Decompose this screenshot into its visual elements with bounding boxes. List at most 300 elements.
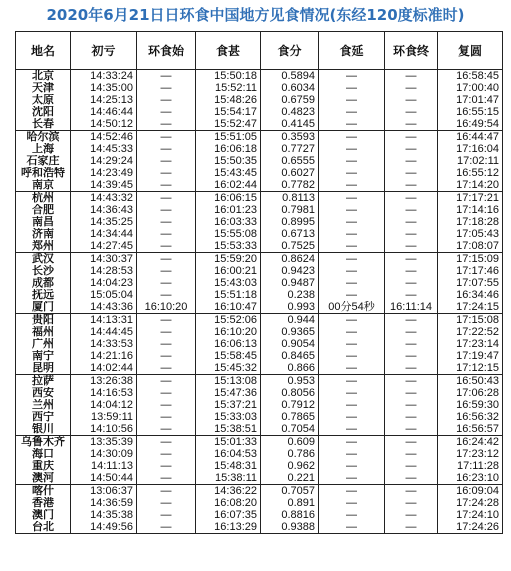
- cell-annular-start: —: [137, 228, 196, 240]
- cell-duration: —: [319, 289, 385, 301]
- cell-annular-start: —: [137, 411, 196, 423]
- cell-magnitude: 0.4145: [261, 118, 319, 131]
- cell-magnitude: 0.8056: [261, 387, 319, 399]
- cell-duration: 00分54秒: [319, 301, 385, 314]
- cell-maximum: 15:13:08: [196, 375, 261, 388]
- cell-location: 天津: [16, 82, 71, 94]
- cell-duration: —: [319, 326, 385, 338]
- cell-duration: —: [319, 423, 385, 436]
- cell-annular-start: 16:10:20: [137, 301, 196, 314]
- cell-maximum: 16:07:35: [196, 509, 261, 521]
- cell-last-contact: 17:06:28: [438, 387, 503, 399]
- cell-annular-end: —: [385, 509, 438, 521]
- cell-maximum: 16:06:13: [196, 338, 261, 350]
- cell-location: 济南: [16, 228, 71, 240]
- cell-annular-start: —: [137, 179, 196, 192]
- cell-first-contact: 14:33:53: [71, 338, 137, 350]
- cell-duration: —: [319, 277, 385, 289]
- cell-annular-start: —: [137, 436, 196, 449]
- cell-magnitude: 0.7782: [261, 179, 319, 192]
- cell-magnitude: 0.7525: [261, 240, 319, 253]
- cell-magnitude: 0.9054: [261, 338, 319, 350]
- cell-annular-start: —: [137, 289, 196, 301]
- cell-annular-end: —: [385, 118, 438, 131]
- cell-duration: —: [319, 314, 385, 327]
- table-row: [16, 350, 503, 362]
- cell-location: 合肥: [16, 204, 71, 216]
- table-row: [16, 167, 503, 179]
- cell-magnitude: 0.8624: [261, 253, 319, 266]
- cell-maximum: 15:53:33: [196, 240, 261, 253]
- cell-last-contact: 17:12:15: [438, 362, 503, 375]
- cell-annular-end: —: [385, 326, 438, 338]
- cell-maximum: 15:47:36: [196, 387, 261, 399]
- cell-magnitude: 0.9388: [261, 521, 319, 534]
- cell-annular-end: —: [385, 423, 438, 436]
- cell-annular-end: —: [385, 228, 438, 240]
- cell-annular-start: —: [137, 70, 196, 83]
- cell-magnitude: 0.6555: [261, 155, 319, 167]
- header-magnitude: 食分: [261, 32, 319, 70]
- cell-maximum: 16:06:15: [196, 192, 261, 205]
- cell-annular-start: —: [137, 155, 196, 167]
- cell-magnitude: 0.8113: [261, 192, 319, 205]
- cell-magnitude: 0.6759: [261, 94, 319, 106]
- table-row: [16, 179, 503, 192]
- cell-last-contact: 17:14:16: [438, 204, 503, 216]
- cell-annular-start: —: [137, 240, 196, 253]
- cell-maximum: 15:50:18: [196, 70, 261, 83]
- cell-magnitude: 0.9365: [261, 326, 319, 338]
- cell-maximum: 15:54:17: [196, 106, 261, 118]
- cell-last-contact: 17:24:15: [438, 301, 503, 314]
- cell-duration: —: [319, 375, 385, 388]
- cell-location: 呼和浩特: [16, 167, 71, 179]
- cell-maximum: 16:04:53: [196, 448, 261, 460]
- cell-first-contact: 14:52:46: [71, 131, 137, 144]
- cell-annular-end: —: [385, 106, 438, 118]
- cell-duration: —: [319, 362, 385, 375]
- cell-duration: —: [319, 350, 385, 362]
- cell-location: 拉萨: [16, 375, 71, 388]
- table-row: [16, 94, 503, 106]
- table-row: [16, 253, 503, 266]
- cell-annular-end: —: [385, 472, 438, 485]
- cell-magnitude: 0.786: [261, 448, 319, 460]
- cell-location: 贵阳: [16, 314, 71, 327]
- cell-maximum: 15:38:51: [196, 423, 261, 436]
- cell-annular-end: —: [385, 497, 438, 509]
- table-row: [16, 362, 503, 375]
- cell-maximum: 15:33:03: [196, 411, 261, 423]
- table-row: [16, 118, 503, 131]
- cell-first-contact: 14:49:56: [71, 521, 137, 534]
- cell-annular-end: —: [385, 399, 438, 411]
- cell-last-contact: 16:34:46: [438, 289, 503, 301]
- table-row: [16, 70, 503, 83]
- cell-last-contact: 17:01:47: [438, 94, 503, 106]
- cell-magnitude: 0.8995: [261, 216, 319, 228]
- cell-duration: —: [319, 106, 385, 118]
- cell-annular-start: —: [137, 485, 196, 498]
- cell-maximum: 16:03:33: [196, 216, 261, 228]
- cell-annular-end: —: [385, 375, 438, 388]
- page-title: 2020年6月21日日环食中国地方见食情况(东经120度标准时): [46, 6, 465, 24]
- cell-duration: —: [319, 411, 385, 423]
- cell-location: 福州: [16, 326, 71, 338]
- cell-location: 杭州: [16, 192, 71, 205]
- table-row: [16, 472, 503, 485]
- cell-annular-start: —: [137, 106, 196, 118]
- cell-last-contact: 17:22:52: [438, 326, 503, 338]
- header-annular-end: 环食终: [385, 32, 438, 70]
- cell-duration: —: [319, 131, 385, 144]
- cell-maximum: 16:00:21: [196, 265, 261, 277]
- cell-annular-start: —: [137, 253, 196, 266]
- table-body: [16, 70, 503, 534]
- cell-location: 澳河: [16, 472, 71, 485]
- cell-last-contact: 17:00:40: [438, 82, 503, 94]
- table-row: [16, 192, 503, 205]
- cell-last-contact: 17:18:28: [438, 216, 503, 228]
- cell-maximum: 15:51:05: [196, 131, 261, 144]
- cell-first-contact: 13:35:39: [71, 436, 137, 449]
- cell-maximum: 15:52:06: [196, 314, 261, 327]
- cell-maximum: 15:45:32: [196, 362, 261, 375]
- cell-first-contact: 14:23:49: [71, 167, 137, 179]
- cell-location: 沈阳: [16, 106, 71, 118]
- cell-last-contact: 16:50:43: [438, 375, 503, 388]
- table-row: [16, 521, 503, 534]
- cell-duration: —: [319, 485, 385, 498]
- cell-magnitude: 0.7057: [261, 485, 319, 498]
- table-row: [16, 436, 503, 449]
- cell-location: 哈尔滨: [16, 131, 71, 144]
- table-row: [16, 375, 503, 388]
- header-row: [16, 32, 503, 70]
- cell-first-contact: 14:21:16: [71, 350, 137, 362]
- cell-last-contact: 16:49:54: [438, 118, 503, 131]
- cell-location: 南昌: [16, 216, 71, 228]
- cell-first-contact: 14:10:56: [71, 423, 137, 436]
- cell-last-contact: 17:17:21: [438, 192, 503, 205]
- table-row: [16, 216, 503, 228]
- cell-duration: —: [319, 155, 385, 167]
- cell-last-contact: 17:15:09: [438, 253, 503, 266]
- cell-duration: —: [319, 253, 385, 266]
- cell-annular-start: —: [137, 338, 196, 350]
- cell-maximum: 15:55:08: [196, 228, 261, 240]
- cell-duration: —: [319, 460, 385, 472]
- cell-location: 北京: [16, 70, 71, 83]
- cell-location: 喀什: [16, 485, 71, 498]
- cell-maximum: 15:52:11: [196, 82, 261, 94]
- cell-maximum: 15:50:35: [196, 155, 261, 167]
- cell-last-contact: 17:05:43: [438, 228, 503, 240]
- cell-duration: —: [319, 192, 385, 205]
- cell-annular-end: —: [385, 204, 438, 216]
- cell-annular-end: —: [385, 70, 438, 83]
- table-row: [16, 460, 503, 472]
- cell-magnitude: 0.7865: [261, 411, 319, 423]
- cell-first-contact: 14:36:59: [71, 497, 137, 509]
- cell-last-contact: 17:24:28: [438, 497, 503, 509]
- cell-magnitude: 0.891: [261, 497, 319, 509]
- cell-maximum: 16:10:20: [196, 326, 261, 338]
- cell-first-contact: 14:33:24: [71, 70, 137, 83]
- cell-location: 兰州: [16, 399, 71, 411]
- table-row: [16, 155, 503, 167]
- table-row: [16, 338, 503, 350]
- cell-first-contact: 14:34:44: [71, 228, 137, 240]
- table-row: [16, 240, 503, 253]
- cell-duration: —: [319, 521, 385, 534]
- cell-last-contact: 17:07:55: [438, 277, 503, 289]
- cell-last-contact: 16:09:04: [438, 485, 503, 498]
- cell-annular-start: —: [137, 497, 196, 509]
- cell-annular-start: —: [137, 326, 196, 338]
- cell-maximum: 15:58:45: [196, 350, 261, 362]
- cell-duration: —: [319, 472, 385, 485]
- cell-first-contact: 14:28:53: [71, 265, 137, 277]
- cell-annular-start: —: [137, 314, 196, 327]
- cell-location: 郑州: [16, 240, 71, 253]
- header-maximum: 食甚: [196, 32, 261, 70]
- cell-first-contact: 14:16:53: [71, 387, 137, 399]
- cell-annular-start: —: [137, 216, 196, 228]
- cell-first-contact: 14:04:12: [71, 399, 137, 411]
- cell-first-contact: 14:29:24: [71, 155, 137, 167]
- cell-location: 澳门: [16, 509, 71, 521]
- cell-last-contact: 17:02:11: [438, 155, 503, 167]
- cell-annular-end: —: [385, 253, 438, 266]
- cell-last-contact: 16:56:32: [438, 411, 503, 423]
- cell-maximum: 16:10:47: [196, 301, 261, 314]
- cell-annular-end: —: [385, 179, 438, 192]
- cell-annular-end: —: [385, 155, 438, 167]
- cell-last-contact: 16:24:42: [438, 436, 503, 449]
- table-row: [16, 204, 503, 216]
- cell-maximum: 15:01:33: [196, 436, 261, 449]
- cell-last-contact: 16:44:47: [438, 131, 503, 144]
- cell-first-contact: 14:27:45: [71, 240, 137, 253]
- cell-magnitude: 0.962: [261, 460, 319, 472]
- cell-first-contact: 14:25:13: [71, 94, 137, 106]
- cell-first-contact: 15:05:04: [71, 289, 137, 301]
- cell-location: 西安: [16, 387, 71, 399]
- cell-location: 昆明: [16, 362, 71, 375]
- cell-annular-start: —: [137, 375, 196, 388]
- cell-duration: —: [319, 167, 385, 179]
- cell-last-contact: 17:17:46: [438, 265, 503, 277]
- cell-magnitude: 0.7981: [261, 204, 319, 216]
- cell-last-contact: 17:23:12: [438, 448, 503, 460]
- cell-first-contact: 14:36:43: [71, 204, 137, 216]
- cell-location: 南宁: [16, 350, 71, 362]
- cell-first-contact: 14:46:44: [71, 106, 137, 118]
- cell-maximum: 15:51:18: [196, 289, 261, 301]
- cell-magnitude: 0.6034: [261, 82, 319, 94]
- cell-maximum: 15:38:11: [196, 472, 261, 485]
- cell-duration: —: [319, 204, 385, 216]
- cell-first-contact: 14:35:00: [71, 82, 137, 94]
- cell-magnitude: 0.866: [261, 362, 319, 375]
- cell-duration: —: [319, 82, 385, 94]
- table-row: [16, 265, 503, 277]
- cell-duration: —: [319, 387, 385, 399]
- cell-duration: —: [319, 497, 385, 509]
- table-row: [16, 301, 503, 314]
- cell-annular-end: —: [385, 289, 438, 301]
- cell-annular-start: —: [137, 362, 196, 375]
- cell-first-contact: 14:43:36: [71, 301, 137, 314]
- cell-annular-end: —: [385, 216, 438, 228]
- cell-magnitude: 0.6713: [261, 228, 319, 240]
- cell-maximum: 15:59:20: [196, 253, 261, 266]
- table-row: [16, 106, 503, 118]
- cell-annular-end: —: [385, 411, 438, 423]
- cell-annular-end: —: [385, 265, 438, 277]
- cell-annular-end: —: [385, 338, 438, 350]
- header-location: 地名: [16, 32, 71, 70]
- cell-duration: —: [319, 94, 385, 106]
- cell-magnitude: 0.9423: [261, 265, 319, 277]
- cell-annular-end: —: [385, 485, 438, 498]
- table-row: [16, 326, 503, 338]
- cell-first-contact: 14:11:13: [71, 460, 137, 472]
- cell-maximum: 15:52:47: [196, 118, 261, 131]
- cell-first-contact: 13:06:37: [71, 485, 137, 498]
- cell-annular-start: —: [137, 277, 196, 289]
- cell-duration: —: [319, 399, 385, 411]
- table-row: [16, 509, 503, 521]
- cell-duration: —: [319, 216, 385, 228]
- cell-magnitude: 0.9487: [261, 277, 319, 289]
- cell-annular-start: —: [137, 423, 196, 436]
- cell-duration: —: [319, 436, 385, 449]
- cell-annular-start: —: [137, 387, 196, 399]
- cell-annular-end: —: [385, 277, 438, 289]
- cell-annular-start: —: [137, 131, 196, 144]
- cell-annular-end: —: [385, 314, 438, 327]
- cell-last-contact: 16:59:30: [438, 399, 503, 411]
- header-last-contact: 复圆: [438, 32, 503, 70]
- table-row: [16, 387, 503, 399]
- cell-annular-start: —: [137, 82, 196, 94]
- cell-location: 上海: [16, 143, 71, 155]
- cell-last-contact: 16:56:57: [438, 423, 503, 436]
- cell-maximum: 16:08:20: [196, 497, 261, 509]
- cell-first-contact: 13:26:38: [71, 375, 137, 388]
- cell-location: 太原: [16, 94, 71, 106]
- cell-location: 西宁: [16, 411, 71, 423]
- cell-maximum: 15:48:31: [196, 460, 261, 472]
- cell-last-contact: 17:24:10: [438, 509, 503, 521]
- cell-maximum: 14:36:22: [196, 485, 261, 498]
- cell-last-contact: 17:16:04: [438, 143, 503, 155]
- cell-annular-end: —: [385, 362, 438, 375]
- header-annular-start: 环食始: [137, 32, 196, 70]
- cell-maximum: 15:48:26: [196, 94, 261, 106]
- cell-annular-start: —: [137, 204, 196, 216]
- cell-magnitude: 0.609: [261, 436, 319, 449]
- cell-last-contact: 17:23:14: [438, 338, 503, 350]
- cell-first-contact: 14:43:32: [71, 192, 137, 205]
- table-row: [16, 228, 503, 240]
- cell-magnitude: 0.944: [261, 314, 319, 327]
- table-row: [16, 411, 503, 423]
- cell-first-contact: 14:04:23: [71, 277, 137, 289]
- header-duration: 食延: [319, 32, 385, 70]
- cell-annular-end: —: [385, 460, 438, 472]
- cell-magnitude: 0.5894: [261, 70, 319, 83]
- cell-location: 南京: [16, 179, 71, 192]
- cell-magnitude: 0.3593: [261, 131, 319, 144]
- cell-last-contact: 17:11:28: [438, 460, 503, 472]
- cell-annular-start: —: [137, 350, 196, 362]
- cell-first-contact: 14:35:25: [71, 216, 137, 228]
- cell-maximum: 16:13:29: [196, 521, 261, 534]
- cell-annular-start: —: [137, 399, 196, 411]
- cell-annular-start: —: [137, 167, 196, 179]
- cell-first-contact: 14:39:45: [71, 179, 137, 192]
- table-row: [16, 289, 503, 301]
- cell-annular-start: —: [137, 118, 196, 131]
- cell-magnitude: 0.8816: [261, 509, 319, 521]
- cell-maximum: 16:02:44: [196, 179, 261, 192]
- cell-magnitude: 0.7912: [261, 399, 319, 411]
- cell-location: 香港: [16, 497, 71, 509]
- table-row: [16, 131, 503, 144]
- cell-first-contact: 14:50:12: [71, 118, 137, 131]
- cell-annular-start: —: [137, 265, 196, 277]
- cell-last-contact: 17:24:26: [438, 521, 503, 534]
- table-row: [16, 497, 503, 509]
- cell-last-contact: 17:14:20: [438, 179, 503, 192]
- cell-location: 台北: [16, 521, 71, 534]
- cell-maximum: 15:37:21: [196, 399, 261, 411]
- table-row: [16, 277, 503, 289]
- cell-location: 成都: [16, 277, 71, 289]
- cell-first-contact: 14:13:31: [71, 314, 137, 327]
- cell-annular-end: —: [385, 94, 438, 106]
- cell-annular-start: —: [137, 143, 196, 155]
- table-row: [16, 485, 503, 498]
- cell-annular-end: —: [385, 521, 438, 534]
- cell-last-contact: 16:23:10: [438, 472, 503, 485]
- cell-duration: —: [319, 228, 385, 240]
- cell-location: 长沙: [16, 265, 71, 277]
- cell-annular-end: —: [385, 167, 438, 179]
- cell-last-contact: 16:55:12: [438, 167, 503, 179]
- cell-annular-end: —: [385, 350, 438, 362]
- cell-duration: —: [319, 509, 385, 521]
- cell-magnitude: 0.993: [261, 301, 319, 314]
- table-row: [16, 314, 503, 327]
- cell-first-contact: 14:35:38: [71, 509, 137, 521]
- cell-last-contact: 16:58:45: [438, 70, 503, 83]
- eclipse-table: [15, 31, 503, 534]
- table-row: [16, 82, 503, 94]
- cell-annular-end: 16:11:14: [385, 301, 438, 314]
- cell-annular-end: —: [385, 240, 438, 253]
- cell-location: 广州: [16, 338, 71, 350]
- cell-maximum: 15:43:03: [196, 277, 261, 289]
- cell-annular-end: —: [385, 436, 438, 449]
- cell-location: 抚远: [16, 289, 71, 301]
- cell-magnitude: 0.221: [261, 472, 319, 485]
- cell-last-contact: 17:19:47: [438, 350, 503, 362]
